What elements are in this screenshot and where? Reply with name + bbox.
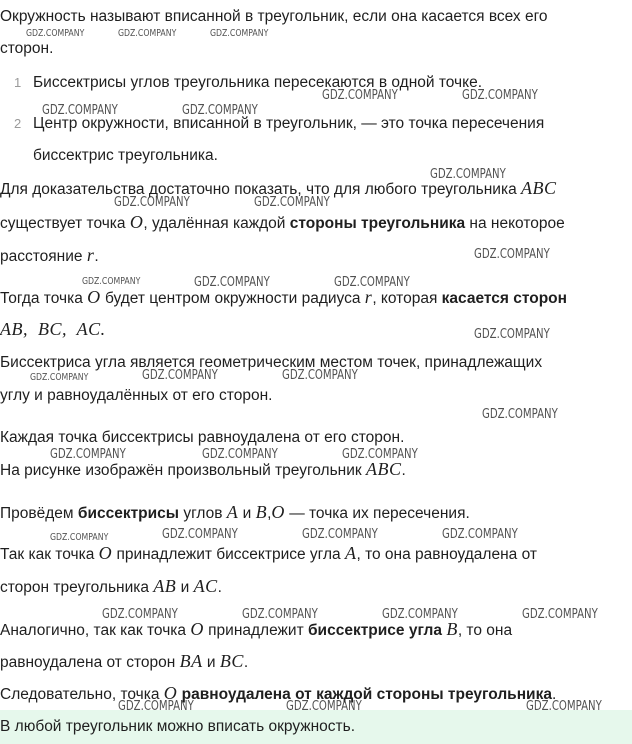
proof-intro-line-1	[0, 178, 626, 200]
text-span: .	[94, 248, 99, 265]
watermark: GDZ.COMPANY	[382, 607, 458, 622]
text-span: На рисунке изображён произвольный треугольник	[0, 462, 366, 479]
watermark: GDZ.COMPANY	[242, 607, 318, 622]
text-span: принадлежит	[203, 622, 308, 639]
bold-text: стороны треугольника	[289, 215, 466, 232]
math-angle-b: B	[255, 502, 268, 522]
math-side-ab: AB	[153, 576, 177, 596]
step-a-line-1	[0, 543, 626, 565]
text-span: .	[551, 686, 557, 703]
text-span: Провёдем	[0, 505, 78, 522]
watermark: GDZ.COMPANY	[282, 368, 358, 383]
text-span: ,	[267, 505, 272, 522]
list-item-2-line-2: биссектрис треугольника.	[33, 147, 218, 164]
text-span: Следовательно, точка	[0, 686, 164, 703]
watermark: GDZ.COMPANY	[162, 527, 238, 542]
math-triangle-abc: ABC	[521, 178, 557, 198]
bisector-locus-line-1: Биссектриса угла является геометрическим местом точек, принадлежащих	[0, 354, 543, 371]
text-span: .	[243, 654, 249, 671]
watermark: GDZ.COMPANY	[142, 368, 218, 383]
math-angle-b: B	[446, 619, 458, 639]
figure-description	[0, 459, 626, 481]
text-span: и	[202, 654, 220, 671]
proof-intro-line-3	[0, 245, 626, 267]
watermark: GDZ.COMPANY	[118, 28, 177, 39]
watermark: GDZ.COMPANY	[442, 527, 518, 542]
bold-text: биссектрисе угла	[307, 622, 442, 639]
list-number-1: 1	[14, 75, 22, 90]
math-point-o: O	[98, 543, 113, 563]
text-span: принадлежит биссектрисе угла	[112, 546, 345, 563]
text-span: , то она равноудалена от	[356, 546, 537, 563]
text-span: .	[217, 579, 222, 596]
text-span: будет центром окружности радиуса	[100, 290, 365, 307]
text-span: существует точка	[0, 215, 130, 232]
text-span: Тогда точка	[0, 290, 88, 307]
text-span: , которая	[372, 290, 442, 307]
math-radius-r: r	[364, 287, 373, 307]
math-sides: AB, BC, AC.	[0, 319, 106, 339]
watermark: GDZ.COMPANY	[42, 103, 118, 118]
math-side-ac: AC	[193, 576, 218, 596]
bold-text: биссектрисы	[77, 505, 180, 522]
watermark: GDZ.COMPANY	[286, 699, 362, 714]
math-point-o: O	[190, 619, 204, 639]
text-span: Для доказательства достаточно показать, что для любого треугольника	[0, 181, 522, 198]
text-span: равноудалена от сторон	[0, 654, 180, 671]
watermark: GDZ.COMPANY	[522, 607, 598, 622]
bold-text: равноудалена от каждой стороны треугольника	[177, 686, 552, 703]
text-span: и	[176, 579, 194, 596]
watermark: GDZ.COMPANY	[474, 327, 550, 342]
list-number-2: 2	[14, 116, 22, 131]
math-angle-a: A	[226, 502, 239, 522]
watermark: GDZ.COMPANY	[30, 372, 89, 383]
text-span: углов	[179, 505, 227, 522]
text-span: — точка их пересечения.	[284, 505, 470, 522]
bold-text: касается сторон	[441, 290, 568, 307]
watermark: GDZ.COMPANY	[302, 527, 378, 542]
math-point-o: O	[163, 683, 178, 703]
watermark: GDZ.COMPANY	[26, 28, 85, 39]
center-statement-line-2	[0, 319, 626, 341]
text-span: сторон треугольника	[0, 579, 154, 596]
conclusion-reasoning	[0, 683, 626, 705]
math-side-bc: BC	[219, 651, 244, 671]
watermark: GDZ.COMPANY	[194, 275, 270, 290]
definition-line-2: сторон.	[0, 40, 54, 57]
watermark: GDZ.COMPANY	[462, 88, 538, 103]
text-span: , то она	[457, 622, 513, 639]
text-span: расстояние	[0, 248, 87, 265]
math-point-o: O	[271, 502, 285, 522]
list-item-1: Биссектрисы углов треугольника пересекаются в одной точке.	[33, 74, 483, 91]
watermark: GDZ.COMPANY	[334, 275, 410, 290]
math-triangle-abc: ABC	[365, 459, 402, 479]
watermark: GDZ.COMPANY	[254, 195, 330, 210]
watermark: GDZ.COMPANY	[474, 247, 550, 262]
text-span: на некоторое	[465, 215, 565, 232]
watermark: GDZ.COMPANY	[482, 407, 558, 422]
text-span: Так как точка	[0, 546, 99, 563]
math-side-ba: BA	[179, 651, 203, 671]
watermark: GDZ.COMPANY	[210, 28, 269, 39]
watermark: GDZ.COMPANY	[430, 167, 506, 182]
step-b-line-2	[0, 651, 626, 673]
conclusion-text: В любой треугольник можно вписать окружность.	[0, 718, 356, 735]
math-radius-r: r	[86, 245, 95, 265]
watermark: GDZ.COMPANY	[526, 699, 602, 714]
watermark: GDZ.COMPANY	[114, 195, 190, 210]
watermark: GDZ.COMPANY	[202, 447, 278, 462]
list-item-2-line-1: Центр окружности, вписанной в треугольник, — это точка пересечения	[33, 115, 545, 132]
math-angle-a: A	[344, 543, 357, 563]
math-point-o: O	[129, 212, 144, 232]
definition-line-1: Окружность называют вписанной в треугольник, если она касается всех его	[0, 8, 548, 25]
watermark: GDZ.COMPANY	[342, 447, 418, 462]
construction-line	[0, 502, 626, 524]
math-point-o: O	[87, 287, 101, 307]
watermark: GDZ.COMPANY	[322, 88, 398, 103]
step-b-line-1	[0, 619, 626, 641]
watermark: GDZ.COMPANY	[82, 276, 141, 287]
text-span: и	[238, 505, 256, 522]
watermark: GDZ.COMPANY	[50, 532, 109, 543]
text-span: .	[401, 462, 406, 479]
bisector-locus-line-2: углу и равноудалённых от его сторон.	[0, 387, 273, 404]
watermark: GDZ.COMPANY	[182, 103, 258, 118]
text-span: Аналогично, так как точка	[0, 622, 191, 639]
proof-intro-line-2	[0, 212, 626, 234]
bisector-property: Каждая точка биссектрисы равноудалена от его сторон.	[0, 429, 405, 446]
step-a-line-2	[0, 576, 626, 598]
watermark: GDZ.COMPANY	[102, 607, 178, 622]
watermark: GDZ.COMPANY	[50, 447, 126, 462]
watermark: GDZ.COMPANY	[118, 699, 194, 714]
center-statement-line-1	[0, 287, 626, 309]
text-span: , удалённая каждой	[143, 215, 290, 232]
